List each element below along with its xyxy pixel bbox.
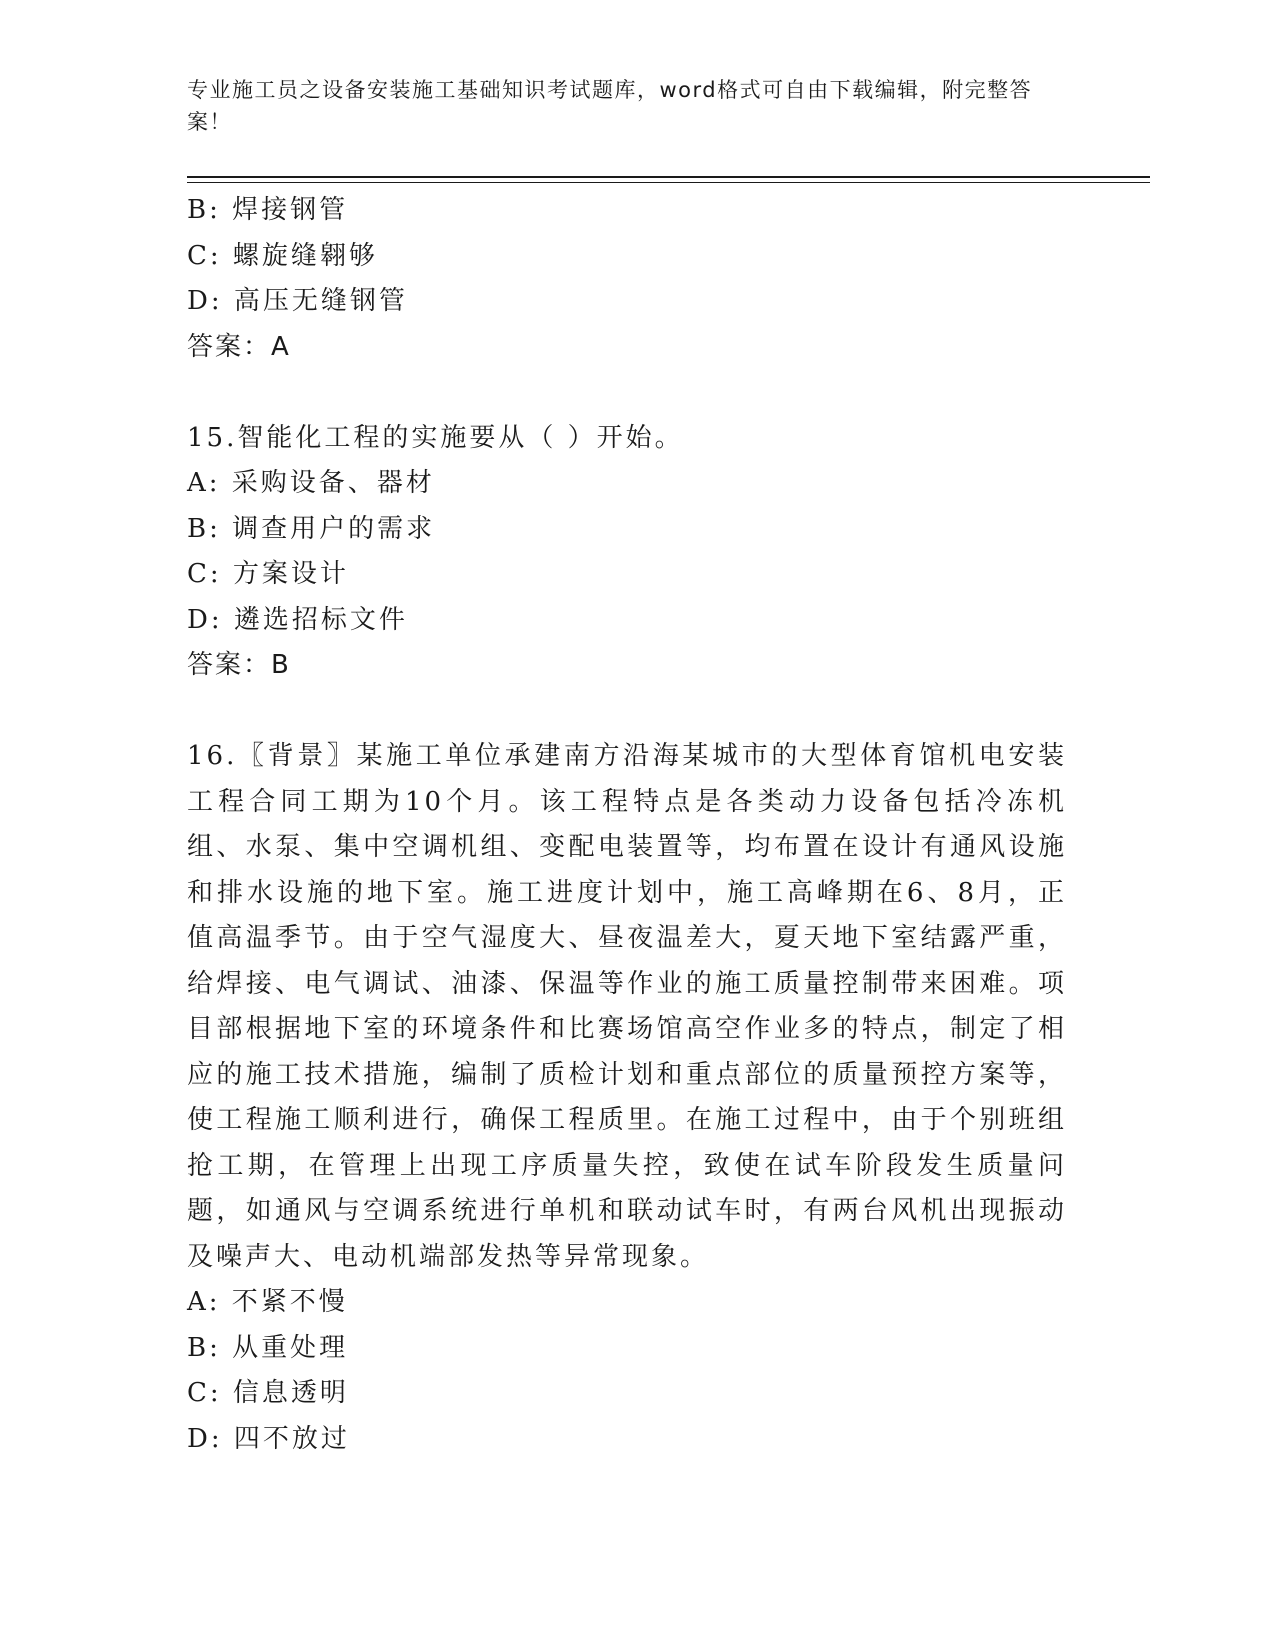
header-rule-thick (187, 176, 1150, 178)
q16-stem: 16.〖背景〗某施工单位承建南方沿海某城市的大型体育馆机电安装工程合同工期为10个月。该工程特点是各类动力设备包括冷冻机组、水泵、集中空调机组、变配电装置等，均布置在设计有通风设施和排水设施的地下室。施工进度计划中，施工高峰期在6、8月，正值高温季节。由于空气湿度大、昼夜温差大，夏天地下室结露严重，给焊接、电气调试、油漆、保温等作业的施工质量控制带来困难。项目部根据地下室的环境条件和比赛场馆高空作业多的特点，制定了相应的施工技术措施，编制了质检计划和重点部位的质量预控方案等，使工程施工顺利进行，确保工程质里。在施工过程中，由于个别班组抢工期，在管理上出现工序质量失控，致使在试车阶段发生质量问题，如通风与空调系统进行单机和联动试车时，有两台风机出现振动及噪声大、电动机端部发热等异常现象。 (187, 741, 1067, 1272)
document-header: 专业施工员之设备安装施工基础知识考试题库，word格式可自由下载编辑，附完整答案！ (187, 78, 1033, 134)
q14-option-b: B: 焊接钢管 (187, 195, 349, 225)
q14-option-c: C: 螺旋缝翱够 (187, 240, 378, 271)
q15-option-a: A: 采购设备、器材 (187, 468, 435, 498)
q15-option-d: D: 遴选招标文件 (187, 604, 408, 635)
q14-answer: 答案：A (187, 331, 291, 362)
q15-stem: 15.智能化工程的实施要从（ ）开始。 (187, 422, 684, 453)
q15-option-c: C: 方案设计 (187, 559, 349, 589)
header-rule-thin (187, 182, 1150, 183)
q14-option-d: D: 高压无缝钢管 (187, 286, 408, 316)
spacer (187, 689, 1087, 735)
q16-option-c: C: 信息透明 (187, 1378, 349, 1408)
q16-option-d: D: 四不放过 (187, 1423, 350, 1454)
q15-option-b: B: 调查用户的需求 (187, 513, 436, 544)
q15-answer: 答案：B (187, 650, 291, 680)
q16-option-a: A: 不紧不慢 (187, 1287, 348, 1317)
question-content (187, 188, 1087, 1462)
spacer (187, 370, 1087, 416)
q16-option-b: B: 从重处理 (187, 1332, 349, 1363)
